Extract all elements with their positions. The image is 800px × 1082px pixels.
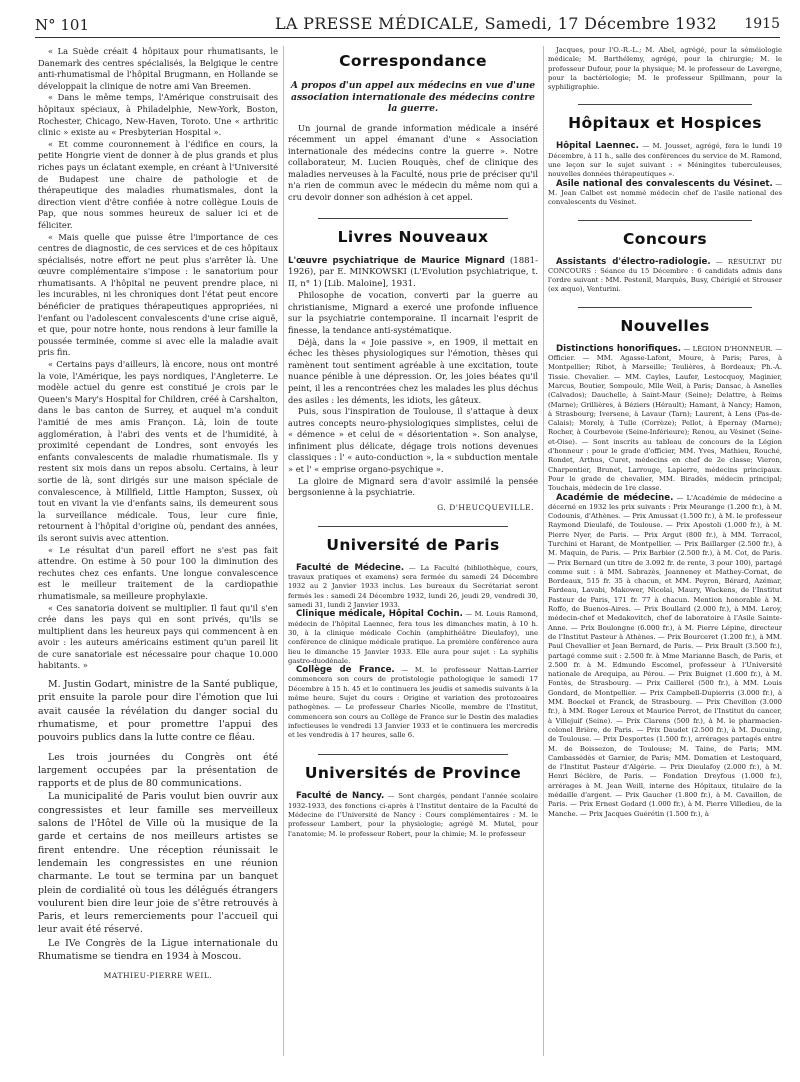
news-item: Faculté de Médecine. — La Faculté (bibliothèque, cours, travaux pratiques et examens) sera fermée du samedi 24 Décembre 1932 au 2 Janvier 1933 inclus. Les bureaux du Secrétariat seront fermés les : samedi 24 Décembre 1932, lundi 26, jeudi 29, vendredi 30, samedi 31, lundi 2 Janvier 1933. bbox=[288, 562, 538, 610]
page-number: 1915 bbox=[744, 16, 780, 32]
item-heading: Distinctions honorifiques. bbox=[556, 343, 681, 354]
paragraph: M. Justin Godart, ministre de la Santé publique, prit ensuite la parole pour dire l'émotion que lui avait causée la révélation du danger social du rhumatisme, et pour promettre l'appui des pouvoirs publics dans la lutte contre ce fléau. bbox=[38, 679, 278, 744]
section-header bbox=[548, 220, 782, 248]
column-middle bbox=[288, 46, 538, 839]
article-signature: MATHIEU-PIERRE WEIL. bbox=[103, 971, 213, 981]
item-heading: Assistants d'électro-radiologie. bbox=[556, 256, 711, 267]
section-header bbox=[288, 754, 538, 782]
news-item: Faculté de Nancy. — Sont chargés, pendant l'année scolaire 1932-1933, des fonctions ci-après à l'Institut dentaire de la Faculté de Médecine de l'Université de Nancy : Cours complémentaires : M. le professeur Lambert, pour la physiologie; agrégé M. Mutel, pour l'anatomie; M. le professeur Robert, pour la chimie; M. le professeur bbox=[288, 791, 538, 838]
section-divider bbox=[318, 218, 508, 219]
column-right bbox=[548, 46, 782, 819]
article-headline: A propos d'un appel aux médecins en vue d'une association internationale des médecins contre la guerre. bbox=[290, 80, 536, 114]
paragraph: Philosophe de vocation, converti par la guerre au christianisme, Mignard a exercé une profonde influence sur la psychiatrie contemporaine. Il incarnait l'esprit de finesse, la tendance anti-systématique. bbox=[288, 290, 538, 335]
paragraph: La municipalité de Paris voulut bien ouvrir aux congressistes et leur famille ses merveilleux salons de l'Hôtel de Ville où la musique de la garde et certains de nos meilleurs artistes se firent entendre. Une réception réunissait le lendemain les congressistes en une réunion charmante. Le tout se termina par un banquet plein de cordialité où tous les délégués étrangers voulurent bien dire leur joie de s'être retrouvés à Paris, et leurs remerciements pour l'accueil qui leur avait été réservé. bbox=[38, 791, 278, 936]
item-heading: Collège de France. bbox=[296, 665, 395, 676]
section-divider bbox=[578, 220, 752, 221]
paragraph: « Le résultat d'un pareil effort ne s'est pas fait attendre. On estime à 50 pour 100 la diminution des rechutes chez ces enfants. Une longue convalescence est le meilleur traitement de la cardiopathie rhumatismale, sa meilleure prophylaxie. bbox=[38, 544, 278, 601]
paragraph: « Et comme couronnement à l'édifice en cours, la petite Hongrie vient de donner à de plus grands et plus riches pays un éclatant exemple, en créant à l'Université de Budapest une chaire de pathologie et de thérapeutique des maladies rhumatismales, dont la direction vient d'être confiée à notre collègue Louis de Pap, que nous sommes heureux de saluer ici et de féliciter. bbox=[38, 138, 278, 230]
paragraph: Déjà, dans la « Joie passive », en 1909, il mettait en échec les thèses physiologiques sur l'émotion, thèses qui ramènent tout sentiment agréable à une excitation, toute nuance pénible à une dépression. Or, les joies béates qu'il peint, il les a rencontrées chez les malades les plus déchus des asiles : les déments, les idiots, les gâteux. bbox=[288, 336, 538, 405]
section-header bbox=[288, 218, 538, 246]
column-rule bbox=[543, 46, 544, 1056]
item-heading: Asile national des convalescents du Vésinet. bbox=[556, 178, 773, 189]
section-title: Nouvelles bbox=[620, 316, 710, 335]
paragraph: Jacques, pour l'O.-R.-L.; M. Abel, agrégé, pour la séméiologie médicale; M. Barthélemy, agrégé, pour la chirurgie; M. le professeur Dufour, pour la physique; M. le professeur de Lavergne, pour la bactériologie; M. le professeur Spillmann, pour la syphiligraphie. bbox=[548, 46, 782, 92]
paragraph: Puis, sous l'inspiration de Toulouse, il s'attaque à deux autres concepts neuro-physiologiques simplistes, celui de « démence » et celui de « désorientation ». Son analyse, infiniment plus délicate, dégage trois notions devenues classiques : l' « auto-conduction », la « subduction mentale » et l' « emprise organo-psychique ». bbox=[288, 406, 538, 475]
paragraph: « Mais quelle que puisse être l'importance de ces centres de diagnostic, de ces services et de ces hôpitaux spécialisés, notre effort ne peut plus s'arrêter là. Une œuvre complémentaire s'impose : le sanatorium pour rhumatisants. A l'hôpital ne peuvent prendre place, ni les incurables, ni les chroniques dont l'état peut encore bénéficier de pratiques thérapeutiques appropriées, ni l'enfant ou l'adolescent convalescents d'une crise aiguë, et que, pour notre honte, nous rendons à leur famille la poussée terminée, comme si avec elle la maladie avait pris fin. bbox=[38, 231, 278, 358]
section-header bbox=[548, 307, 782, 335]
column-rule bbox=[283, 46, 284, 1056]
section-title: Université de Paris bbox=[326, 535, 500, 554]
paragraph: « Dans le même temps, l'Amérique construisait des hôpitaux spéciaux, à Philadelphie, New-York, Boston, Rochester, Chicago, New-Haven, Toroto. Une « arthritic clinic » existe au « Presbyterian Hospital ». bbox=[38, 92, 278, 138]
book-title: L'œuvre psychiatrique de Maurice Mignard bbox=[288, 255, 505, 266]
paragraph: « Certains pays d'ailleurs, là encore, nous ont montré la voie, l'Amérique, les pays nordiques, l'Angleterre. Le modèle actuel du genre est constitué je crois par le Queen's Mary's Hospital for Children, créé à Carshalton, dans le bas canton de Surrey, et auquel m'a conduit l'amitié de mes amis Françon. Là, loin de toute agglomération, à l'abri des vents et de l'humidité, à proximité cependant de Londres, sont envoyés les enfants convalescents de maladie rhumatismale. Ils y restent six mois dans un repos absolu. Certains, à leur sortie de là, sont dirigés sur une maison spéciale de convalescence, à Millfield, Little Hampton, Sussex, où tout en vivant la vie d'enfants sains, ils demeurent sous la surveillance médicale. Tous, leur cure finie, retournent à l'hôpital d'origine où, pendant des années, ils seront suivis avec attention. bbox=[38, 359, 278, 543]
news-item: Assistants d'électro-radiologie. — RÉSULTAT DU CONCOURS : Séance du 15 Décembre : 6 candidats admis dans l'ordre suivant : MM. Pestenil, Marquès, Busy, Chérigié et Strouser (ex æquo), Venturini. bbox=[548, 256, 782, 294]
item-heading: Académie de médecine. bbox=[556, 492, 674, 503]
book-details: (1881-1926), par E. MINKOWSKI (L'Evolution psychiatrique, t. II, n° 1) [Lib. Maloine], 1931. bbox=[288, 255, 539, 289]
news-item: Hôpital Laennec. — M. Jousset, agrégé, fera le lundi 19 Décembre, à 11 h., salle des conférences du service de M. Ramond, une leçon sur le sujet suivant : « Méningites tuberculeuses, nouvelles données thérapeutiques ». bbox=[548, 141, 782, 179]
section-title: Universités de Province bbox=[304, 764, 522, 783]
section-title: Concours bbox=[623, 229, 707, 248]
journal-title: LA PRESSE MÉDICALE, Samedi, 17 Décembre 1932 bbox=[275, 14, 718, 33]
book-citation bbox=[288, 256, 538, 291]
section-divider bbox=[318, 526, 508, 527]
news-item: Collège de France. — M. le professeur Nattan-Larrier commencera son cours de protistologie pathologique le samedi 17 Décembre à 15 h. 45 et le continuera les jeudis et samedis suivants à la même heure. Sujet du cours : Origine et variation des protozoaires pathogènes. — Le professeur Charles Nicolle, membre de l'Institut, commencera son cours au Collège de France sur le Destin des maladies infectieuses le vendredi 13 Janvier 1933 et le continuera les mercredis et les vendredis à 17 heures, salle 6. bbox=[288, 665, 538, 740]
section-title: Correspondance bbox=[339, 52, 487, 70]
section-divider bbox=[318, 754, 508, 755]
section-header bbox=[288, 52, 538, 70]
section-title: Hôpitaux et Hospices bbox=[568, 114, 762, 133]
news-item: Clinique médicale, Hôpital Cochin. — M. Louis Ramond, médecin de l'hôpital Laennec, fera tous les dimanches matin, à 10 h. 30, à la clinique médicale Cochin (amphithéâtre Dieulafoy), une conférence de clinique médicale pratique. La première conférence aura lieu le dimanche 15 Janvier 1933. Elle aura pour sujet : La syphilis gastro-duodénale. bbox=[288, 609, 538, 665]
issue-number: N° 101 bbox=[35, 16, 90, 34]
article-signature: G. D'HEUCQUEVILLE. bbox=[437, 502, 534, 512]
news-item: Asile national des convalescents du Vésinet. — M. Jean Calbet est nommé médecin chef de l'asile national des convalescents du Vésinet. bbox=[548, 178, 782, 207]
item-heading: Faculté de Médecine. bbox=[296, 562, 405, 573]
section-divider bbox=[578, 307, 752, 308]
paragraph: Les trois journées du Congrès ont été largement occupées par la présentation de rapports et de plus de 80 communications. bbox=[38, 751, 278, 790]
section-header bbox=[548, 104, 782, 132]
section-header bbox=[288, 526, 538, 554]
paragraph: « La Suède créait 4 hôpitaux pour rhumatisants, le Danemark des centres spécialisés, la Belgique le centre anti-rhumatismal de l'hôpital Brugmann, en Hollande se développait la clinique de notre ami Van Breemen. bbox=[38, 46, 278, 91]
paragraph: « Ces sanatoria doivent se multiplier. Il faut qu'il s'en crée dans les pays qui en sont privés, qu'ils se multiplient dans les heureux pays qui commencent à en avoir : les auteurs américains estiment qu'un pareil lit de cure sanatoriale est nécessaire pour chaque 10.000 habitants. » bbox=[38, 602, 278, 671]
paragraph: La gloire de Mignard sera d'avoir assimilé la pensée bergsonienne à la psychiatrie. bbox=[288, 475, 538, 498]
item-heading: Faculté de Nancy. bbox=[296, 791, 385, 802]
section-divider bbox=[578, 104, 752, 105]
masthead bbox=[35, 12, 780, 38]
item-heading: Hôpital Laennec. bbox=[556, 141, 639, 152]
paragraph: Un journal de grande information médicale a inséré récemment un appel émanant d'une « Association internationale des médecins contre la guerre ». Notre collaborateur, M. Lucien Rouquès, chef de clinique des maladies nerveuses à la Faculté, nous prie de préciser qu'il n'a rien de commun avec le médecin du même nom qui a cru devoir donner son adhésion à cet appel. bbox=[288, 122, 538, 203]
item-heading: Clinique médicale, Hôpital Cochin. bbox=[296, 609, 463, 620]
news-item: Académie de médecine. — L'Académie de médecine a décerné en 1932 les prix suivants : Prix Meurange (1.200 fr.), à M. Codounis, d'Athènes. — Prix Amussat (1.500 fr.), à M. le professeur Raymond Dieulafé, de Toulouse. — Prix Apostoli (1.000 fr.), à M. Pierre Nyer, de Paris. — Prix Argut (800 fr.), à MM. Terracol, Turchini et Harant, de Montpellier. — Prix Baillarger (2.500 fr.), à M. Maquin, de Paris. — Prix Barbier (2.500 fr.), à M. Cot, de Paris. — Prix Bernard (un titre de 3.092 fr. de rente, 3 pour 100), partagé comme suit : à MM. Sabrazès, Jeanneney et Mathey-Cornat, de Bordeaux, 515 fr. 35 à chacun, et MM. Peyron, Bérard, Azémar, Fardeau, Lavabi, Makower, Nicolai, Maury, Wackens, de l'Institut Pasteur de Paris, 171 fr. 77 à chacun. Mention honorable à M. Roffo, de Buenos-Aires. — Prix Boullard (2.000 fr.), à MM. Leroy, médecin-chef et Medakovitch, chef de laboratoire à l'Asile Sainte-Anne. — Prix Boulongne (6.000 fr.), à M. Pierre Lépine, directeur de l'Institut Pasteur à Athènes. — Prix Bourceret (1.200 fr.), à MM. Paul Chevallier et Jean Bernard, de Paris. — Prix Brault (3.500 fr.), partagé comme suit : 2.500 fr. à Mme Marianne Basch, de Paris, et 2.500 fr. à M. Edmundo Escomel, professeur à l'Université nationale de Arequipa, au Pérou. — Prix Buignet (1.600 fr.), à M. Fontès, de Strasbourg. — Prix Caillerel (500 fr.), à MM. Louis Gondard, de Montpellier. — Prix Campbell-Dupierris (3.000 fr.), à MM. Boeckel et Franck, de Strasbourg. — Prix Chevillon (3.000 fr.), à MM. Roger Leroux et Maurice Perrot, de l'Institut du cancer, à Villejuif (Seine). — Prix Clarens (500 fr.), à M. le pharmacien-colonel Brière, de Paris. — Prix Daudet (2.500 fr.), à M. Ducuing, de Toulouse. — Prix Desportes (1.500 fr.), arrérages partagés entre M. de Boissezon, de Toulouse; M. Taine, de Paris; MM. Cambassédès et Garnier, de Paris; MM. Domatien et Lestoquard, de l'Institut Pasteur d'Algérie. — Prix Dieulafoy (2.000 fr.), à M. Henri Béclère, de Paris. — Fondation Dreyfous (1.000 fr.), arrérages à M. Jean Weill, interne des Hôpitaux, titulaire de la médaille d'argent. — Prix Gaucher (1.800 fr.), à M. Cavaillon, de Paris. — Prix Ernest Godard (1.000 fr.), à M. Pierre Villedieu, de la Manche. — Prix Jacques Guérétin (1.500 fr.), à bbox=[548, 492, 783, 818]
section-title: Livres Nouveaux bbox=[337, 227, 489, 246]
paragraph: Le IVe Congrès de la Ligue internationale du Rhumatisme se tiendra en 1934 à Moscou. bbox=[38, 937, 278, 962]
column-left bbox=[38, 46, 278, 980]
news-item: Distinctions honorifiques. — LÉGION D'HONNEUR. — Officier. — MM. Agasse-Lafont, Moure, à Paris; Pares, à Montpellier; Ribot, à Marseille; Teulières, à Bordeaux; Ph.-A. Tissie. Chevalier. — MM. Cayles, Laufer, Lestocquoy, Maginier, Marcus, Boutier, Sompoulc, Mlle Weil, à Paris; Dansac, à Asnelles (Calvados); Dauchelle, à Saint-Maur (Seine); Delattre, à Reims (Marne); Grillières, à Béziers (Hérault); Hamant, à Nancy; Hamon, à Strasbourg; Iversene, à Lavaur (Tarn); Laurent, à Lens (Pas-de-Calais); Morely, à Tulle (Corrèze); Pellot, à Epernay (Marne); Rocher, à Courbevoie (Seine-Inférieure); Renou, au Vésinet (Seine-et-Oise). — Sont inscrits au tableau de concours de la Légion d'honneur : pour le grade d'officier, MM. Yves, Mathieu, Rouché, Rondet, Arthus, Curet, médecins en chef de 2e classe; Vieron, Charpentier, Brunet, Larrouge, Lapierre, médecins principaux. Pour le grade de chevalier, MM. Biradès, médecin principal; Touchais, médecin de 1re classe. bbox=[548, 343, 782, 493]
